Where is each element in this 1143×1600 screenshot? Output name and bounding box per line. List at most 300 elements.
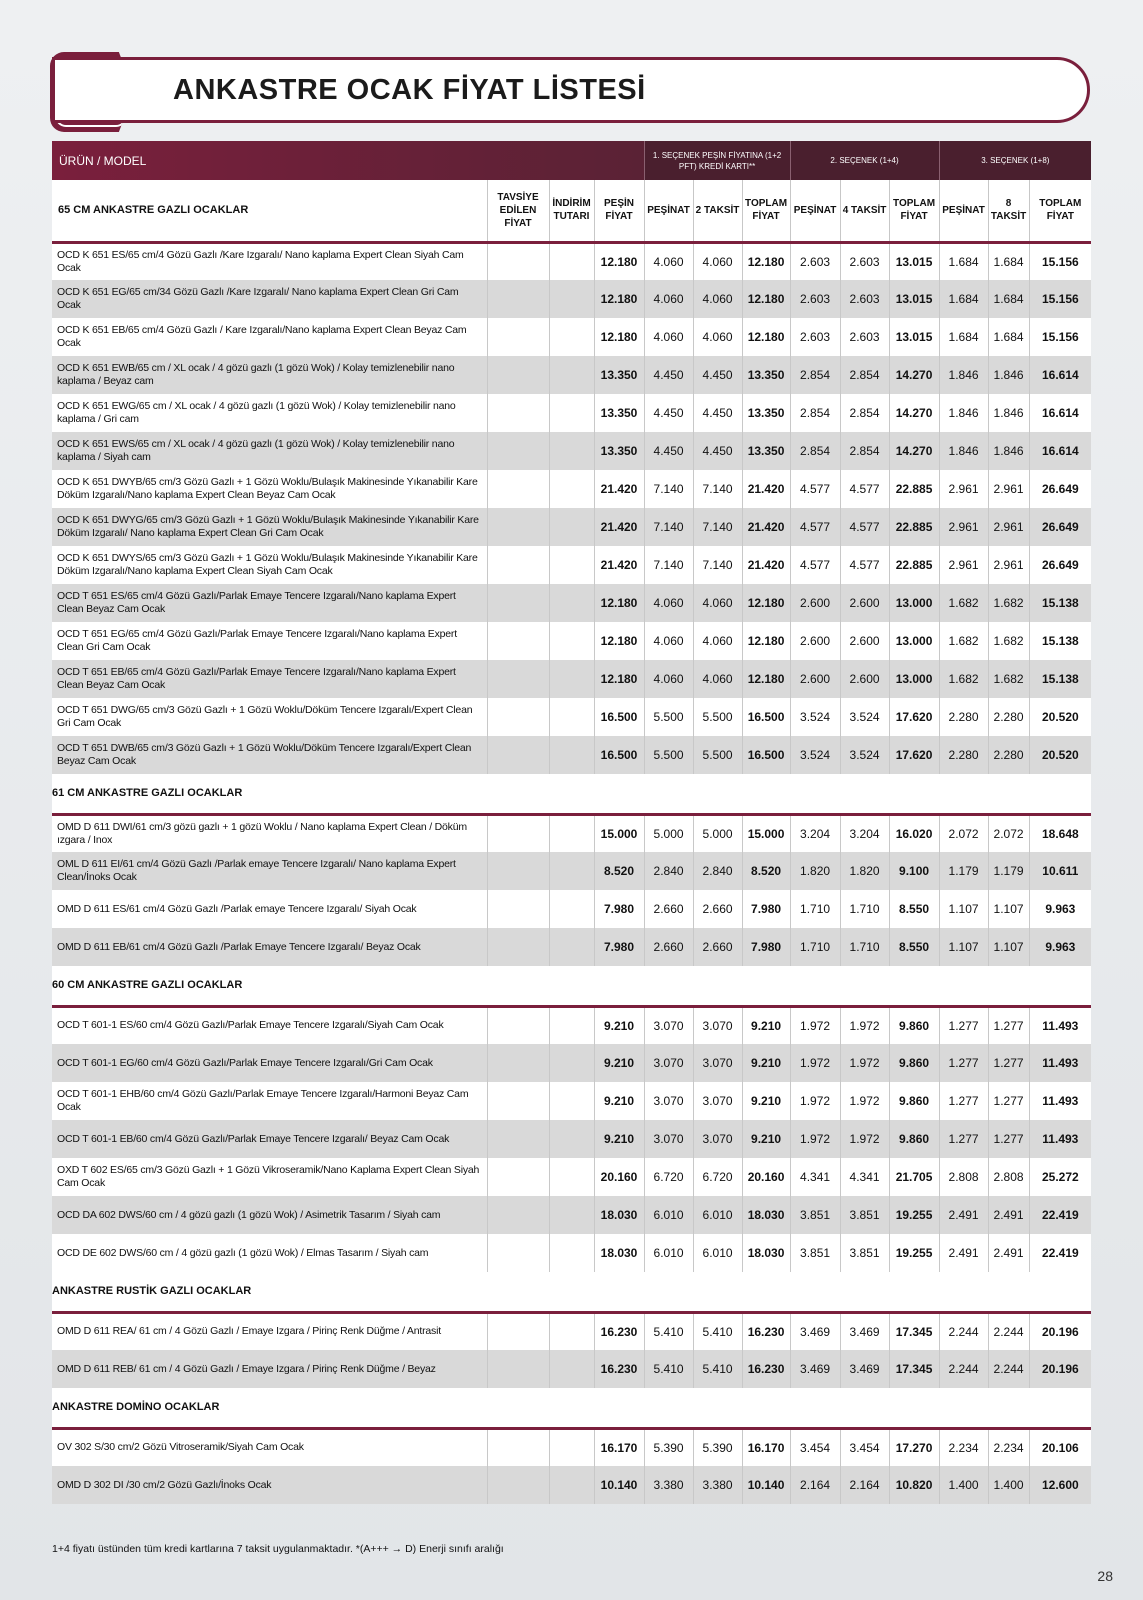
indirim-cell: [549, 546, 594, 584]
product-description: [52, 1466, 487, 1504]
price-cell: 10.140: [594, 1466, 644, 1504]
price-cell: 10.820: [889, 1466, 939, 1504]
price-cell: 20.106: [1029, 1428, 1091, 1466]
table-row: [52, 432, 1091, 470]
col-8-taksit: 8 TAKSİT: [988, 180, 1029, 242]
price-cell: 2.280: [939, 736, 988, 774]
price-cell: 20.160: [742, 1158, 790, 1196]
header-product-model: ÜRÜN / MODEL: [52, 141, 644, 180]
price-cell: 1.972: [790, 1006, 840, 1044]
indirim-cell: [549, 356, 594, 394]
product-details: /30 cm/2 Gözü Gazlı/İnoks Ocak: [123, 1478, 272, 1491]
price-cell: 3.070: [644, 1082, 693, 1120]
product-code: OCD DA 602 DWS: [57, 1208, 143, 1221]
price-cell: 18.030: [594, 1234, 644, 1272]
price-cell: 2.600: [790, 584, 840, 622]
col-indirim: İNDİRİM TUTARI: [549, 180, 594, 242]
title-bar: [52, 57, 1090, 123]
price-cell: 4.450: [693, 432, 742, 470]
price-cell: 2.961: [939, 470, 988, 508]
price-cell: 12.180: [594, 622, 644, 660]
price-cell: 2.808: [939, 1158, 988, 1196]
price-cell: 9.210: [594, 1006, 644, 1044]
indirim-cell: [549, 890, 594, 928]
price-cell: 17.620: [889, 698, 939, 736]
product-details: /65 cm/34 Gözü Gazlı /Kare Izgaralı/ Nano kaplama Expert Clean Gri Cam Ocak: [57, 286, 459, 311]
product-description: [52, 394, 487, 432]
tavsiye-cell: [487, 356, 549, 394]
price-cell: 20.520: [1029, 698, 1091, 736]
price-cell: 1.277: [988, 1082, 1029, 1120]
tavsiye-cell: [487, 660, 549, 698]
price-cell: 1.820: [790, 852, 840, 890]
price-cell: 3.380: [644, 1466, 693, 1504]
price-cell: 13.015: [889, 242, 939, 280]
price-cell: 16.020: [889, 814, 939, 852]
indirim-cell: [549, 1234, 594, 1272]
price-cell: 2.603: [840, 280, 889, 318]
product-details: /65 cm/3 Gözü Gazlı + 1 Gözü Woklu/Bulaşık Makinesinde Yıkanabilir Kare Döküm Izgaralı/ Nano kaplama Expert Clean Gri Cam Ocak: [57, 514, 479, 539]
price-cell: 1.682: [939, 584, 988, 622]
tavsiye-cell: [487, 470, 549, 508]
price-cell: 8.520: [742, 852, 790, 890]
product-code: OMD D 611 REA: [57, 1325, 134, 1338]
indirim-cell: [549, 1312, 594, 1350]
price-cell: 2.244: [939, 1350, 988, 1388]
price-cell: 15.156: [1029, 318, 1091, 356]
price-cell: 2.660: [693, 928, 742, 966]
col-toplam-1: TOPLAM FİYAT: [742, 180, 790, 242]
price-cell: 3.070: [644, 1006, 693, 1044]
price-cell: 1.682: [988, 622, 1029, 660]
tavsiye-cell: [487, 318, 549, 356]
product-description: [52, 470, 487, 508]
indirim-cell: [549, 280, 594, 318]
price-cell: 16.230: [742, 1350, 790, 1388]
price-cell: 3.454: [840, 1428, 889, 1466]
price-cell: 2.603: [840, 318, 889, 356]
table-row: [52, 1006, 1091, 1044]
col-pesinat-2: PEŞİNAT: [790, 180, 840, 242]
price-cell: 1.972: [790, 1044, 840, 1082]
price-cell: 1.682: [939, 622, 988, 660]
page-title: ANKASTRE OCAK FİYAT LİSTESİ: [173, 74, 646, 106]
product-details: /61 cm/4 Gözü Gazlı /Parlak Emaye Tencere Izgaralı/ Beyaz Ocak: [126, 940, 421, 953]
price-cell: 17.620: [889, 736, 939, 774]
product-description: [52, 660, 487, 698]
price-cell: 2.600: [840, 660, 889, 698]
price-cell: 2.234: [939, 1428, 988, 1466]
price-cell: 3.469: [790, 1350, 840, 1388]
indirim-cell: [549, 1044, 594, 1082]
price-cell: 7.980: [594, 890, 644, 928]
price-cell: 4.060: [693, 280, 742, 318]
price-cell: 22.885: [889, 508, 939, 546]
price-cell: 2.280: [988, 698, 1029, 736]
price-cell: 5.410: [693, 1312, 742, 1350]
product-code: OCD T 651 EG: [57, 628, 126, 640]
section-title: 60 CM ANKASTRE GAZLI OCAKLAR: [52, 966, 1091, 1006]
price-cell: 1.684: [988, 242, 1029, 280]
price-cell: 17.345: [889, 1312, 939, 1350]
column-header-row: [52, 180, 1091, 242]
price-cell: 1.277: [939, 1044, 988, 1082]
price-cell: 1.972: [840, 1120, 889, 1158]
product-description: [52, 356, 487, 394]
price-cell: 3.524: [790, 698, 840, 736]
indirim-cell: [549, 1158, 594, 1196]
price-cell: 2.660: [693, 890, 742, 928]
price-cell: 3.070: [693, 1006, 742, 1044]
price-cell: 21.420: [742, 470, 790, 508]
page-number: 28: [1097, 1568, 1113, 1584]
price-cell: 12.180: [742, 584, 790, 622]
price-cell: 1.846: [988, 394, 1029, 432]
col-toplam-3: TOPLAM FİYAT: [1029, 180, 1091, 242]
table-row: [52, 736, 1091, 774]
price-cell: 2.603: [790, 280, 840, 318]
indirim-cell: [549, 394, 594, 432]
price-cell: 16.230: [594, 1350, 644, 1388]
price-cell: 1.682: [988, 584, 1029, 622]
price-cell: 7.980: [742, 890, 790, 928]
product-description: [52, 1120, 487, 1158]
table-row: [52, 1044, 1091, 1082]
price-cell: 13.350: [742, 432, 790, 470]
product-details: /65 cm/3 Gözü Gazlı + 1 Gözü Woklu/Döküm Tencere Izgaralı/Expert Clean Gri Cam Ocak: [57, 704, 473, 729]
price-cell: 7.980: [742, 928, 790, 966]
price-cell: 26.649: [1029, 546, 1091, 584]
table-row: [52, 1312, 1091, 1350]
tavsiye-cell: [487, 1158, 549, 1196]
price-cell: 4.341: [840, 1158, 889, 1196]
table-row: [52, 242, 1091, 280]
header-option-1: 1. SEÇENEK PEŞİN FİYATINA (1+2 PFT) KREDİ KARTI**: [644, 141, 790, 180]
product-details: /65 cm/4 Gözü Gazlı/Parlak Emaye Tencere Izgaralı/Nano kaplama Expert Clean Beyaz Cam Ocak: [57, 666, 456, 691]
price-cell: 9.963: [1029, 890, 1091, 928]
price-cell: 13.015: [889, 318, 939, 356]
price-cell: 12.180: [742, 242, 790, 280]
table-row: [52, 1350, 1091, 1388]
price-cell: 13.350: [742, 356, 790, 394]
price-cell: 4.450: [693, 356, 742, 394]
price-cell: 4.060: [644, 280, 693, 318]
price-cell: 12.180: [594, 660, 644, 698]
product-description: [52, 622, 487, 660]
product-details: /65 cm/3 Gözü Gazlı + 1 Gözü Woklu/Bulaşık Makinesinde Yıkanabilir Kare Döküm Izgaralı/Nano kaplama Expert Clean Beyaz Cam Ocak: [57, 476, 478, 501]
table-row: [52, 280, 1091, 318]
price-cell: 2.603: [790, 318, 840, 356]
price-cell: 16.500: [742, 736, 790, 774]
tavsiye-cell: [487, 584, 549, 622]
product-code: OCD T 651 DWB: [57, 742, 135, 754]
product-code: OMD D 611 EB: [57, 940, 127, 953]
price-cell: 7.140: [693, 508, 742, 546]
price-cell: 4.450: [644, 432, 693, 470]
price-cell: 3.070: [693, 1044, 742, 1082]
price-cell: 2.244: [939, 1312, 988, 1350]
price-cell: 12.180: [594, 584, 644, 622]
price-cell: 22.419: [1029, 1234, 1091, 1272]
price-cell: 1.846: [939, 394, 988, 432]
table-row: [52, 1158, 1091, 1196]
price-cell: 4.060: [644, 622, 693, 660]
tavsiye-cell: [487, 1006, 549, 1044]
price-cell: 2.600: [790, 660, 840, 698]
product-code: OCD K 651 EG: [57, 286, 127, 298]
price-cell: 6.010: [644, 1196, 693, 1234]
price-cell: 7.140: [693, 546, 742, 584]
price-cell: 3.851: [790, 1196, 840, 1234]
price-cell: 15.156: [1029, 242, 1091, 280]
product-code: OCD K 651 DWYG: [57, 514, 144, 526]
indirim-cell: [549, 736, 594, 774]
price-cell: 4.450: [644, 356, 693, 394]
product-details: /60 cm/4 Gözü Gazlı/Parlak Emaye Tencere Izgaralı/Siyah Cam Ocak: [133, 1019, 444, 1032]
table-row: [52, 356, 1091, 394]
tavsiye-cell: [487, 242, 549, 280]
price-cell: 15.138: [1029, 660, 1091, 698]
price-cell: 2.234: [988, 1428, 1029, 1466]
price-cell: 12.180: [742, 318, 790, 356]
price-cell: 26.649: [1029, 470, 1091, 508]
price-cell: 5.000: [693, 814, 742, 852]
product-code: OXD T 602 ES: [57, 1164, 124, 1176]
price-cell: 9.210: [594, 1044, 644, 1082]
price-cell: 2.961: [988, 508, 1029, 546]
price-cell: 2.600: [840, 622, 889, 660]
price-cell: 14.270: [889, 394, 939, 432]
price-cell: 16.170: [594, 1428, 644, 1466]
tavsiye-cell: [487, 1196, 549, 1234]
product-description: [52, 1158, 487, 1196]
product-details: /65 cm / XL ocak / 4 gözü gazlı (1 gözü Wok) / Kolay temizlenebilir nano kaplama / Gri cam: [57, 400, 456, 425]
col-2-taksit: 2 TAKSİT: [693, 180, 742, 242]
product-description: [52, 1428, 487, 1466]
price-cell: 19.255: [889, 1196, 939, 1234]
price-cell: 21.420: [742, 546, 790, 584]
product-code: OCD K 651 ES: [57, 248, 126, 261]
price-cell: 1.684: [939, 242, 988, 280]
price-cell: 19.255: [889, 1234, 939, 1272]
price-cell: 3.524: [840, 698, 889, 736]
table-row: [52, 1120, 1091, 1158]
section-header-row: [52, 1388, 1091, 1428]
price-cell: 2.603: [840, 242, 889, 280]
section-title: ANKASTRE RUSTİK GAZLI OCAKLAR: [52, 1272, 1091, 1312]
col-pesin-fiyat: PEŞİN FİYAT: [594, 180, 644, 242]
footer-note: 1+4 fiyatı üstünden tüm kredi kartlarına 7 taksit uygulanmaktadır. *(A+++ → D) Enerji sınıfı aralığı: [52, 1543, 504, 1555]
price-cell: 3.469: [840, 1350, 889, 1388]
price-cell: 2.808: [988, 1158, 1029, 1196]
price-cell: 1.684: [939, 318, 988, 356]
table-row: [52, 1466, 1091, 1504]
price-cell: 4.577: [790, 546, 840, 584]
tavsiye-cell: [487, 890, 549, 928]
product-description: [52, 508, 487, 546]
price-cell: 3.204: [840, 814, 889, 852]
product-code: OCD K 651 DWYS: [57, 552, 143, 564]
price-cell: 2.600: [840, 584, 889, 622]
price-cell: 9.963: [1029, 928, 1091, 966]
price-cell: 1.972: [840, 1082, 889, 1120]
product-description: [52, 242, 487, 280]
indirim-cell: [549, 1082, 594, 1120]
product-code: OCD T 601-1 ES: [57, 1019, 134, 1032]
indirim-cell: [549, 508, 594, 546]
product-description: [52, 1082, 487, 1120]
price-cell: 1.277: [939, 1120, 988, 1158]
price-cell: 3.524: [840, 736, 889, 774]
product-code: OCD T 601-1 EB: [57, 1132, 134, 1145]
price-cell: 12.180: [594, 242, 644, 280]
price-cell: 4.060: [693, 660, 742, 698]
table-row: [52, 698, 1091, 736]
table-row: [52, 814, 1091, 852]
table-row: [52, 852, 1091, 890]
price-cell: 1.682: [939, 660, 988, 698]
product-details: /65 cm/4 Gözü Gazlı / Kare Izgaralı/Nano kaplama Expert Clean Beyaz Cam Ocak: [57, 324, 467, 349]
tavsiye-cell: [487, 1234, 549, 1272]
price-cell: 1.684: [988, 280, 1029, 318]
price-cell: 17.270: [889, 1428, 939, 1466]
price-cell: 1.820: [840, 852, 889, 890]
price-cell: 11.493: [1029, 1120, 1091, 1158]
table-row: [52, 508, 1091, 546]
tavsiye-cell: [487, 1044, 549, 1082]
price-cell: 5.410: [644, 1350, 693, 1388]
price-cell: 2.840: [693, 852, 742, 890]
price-cell: 2.854: [840, 356, 889, 394]
price-cell: 12.180: [742, 622, 790, 660]
price-cell: 6.010: [644, 1234, 693, 1272]
price-cell: 6.010: [693, 1196, 742, 1234]
price-table: [52, 141, 1091, 1504]
product-code: OCD T 601-1 EG: [57, 1056, 135, 1069]
price-cell: 16.614: [1029, 432, 1091, 470]
tavsiye-cell: [487, 1120, 549, 1158]
price-cell: 1.710: [790, 890, 840, 928]
indirim-cell: [549, 852, 594, 890]
price-cell: 2.961: [988, 470, 1029, 508]
table-row: [52, 928, 1091, 966]
price-cell: 7.140: [644, 508, 693, 546]
price-cell: 16.500: [742, 698, 790, 736]
price-cell: 1.684: [988, 318, 1029, 356]
price-cell: 1.107: [939, 890, 988, 928]
price-cell: 9.860: [889, 1120, 939, 1158]
table-row: [52, 1196, 1091, 1234]
price-cell: 22.419: [1029, 1196, 1091, 1234]
product-details: /61 cm/4 Gözü Gazlı /Parlak emaye Tencere Izgaralı/ Siyah Ocak: [126, 902, 417, 915]
price-cell: 7.140: [693, 470, 742, 508]
price-cell: 4.577: [790, 508, 840, 546]
price-cell: 5.500: [693, 698, 742, 736]
price-cell: 21.420: [742, 508, 790, 546]
price-cell: 16.230: [594, 1312, 644, 1350]
price-cell: 4.577: [840, 508, 889, 546]
price-cell: 13.350: [594, 356, 644, 394]
price-cell: 13.015: [889, 280, 939, 318]
indirim-cell: [549, 660, 594, 698]
price-cell: 21.705: [889, 1158, 939, 1196]
price-cell: 1.277: [939, 1082, 988, 1120]
indirim-cell: [549, 318, 594, 356]
indirim-cell: [549, 698, 594, 736]
price-cell: 2.854: [790, 394, 840, 432]
table-row: [52, 660, 1091, 698]
product-details: /65 cm/4 Gözü Gazlı /Kare Izgaralı/ Nano kaplama Expert Clean Siyah Cam Ocak: [57, 248, 464, 274]
price-cell: 2.961: [939, 546, 988, 584]
product-code: OCD T 601-1 EHB: [57, 1088, 141, 1100]
price-cell: 3.070: [644, 1044, 693, 1082]
price-cell: 15.156: [1029, 280, 1091, 318]
indirim-cell: [549, 242, 594, 280]
price-cell: 16.614: [1029, 356, 1091, 394]
price-cell: 1.400: [939, 1466, 988, 1504]
price-cell: 4.577: [840, 546, 889, 584]
tavsiye-cell: [487, 394, 549, 432]
product-details: /61 cm/4 Gözü Gazlı /Parlak emaye Tencere Izgaralı/ Nano kaplama Expert Clean/İnoks Ocak: [57, 858, 456, 883]
price-cell: 15.138: [1029, 584, 1091, 622]
price-cell: 3.469: [840, 1312, 889, 1350]
price-cell: 9.210: [742, 1120, 790, 1158]
table-row: [52, 622, 1091, 660]
price-cell: 3.204: [790, 814, 840, 852]
price-cell: 2.072: [988, 814, 1029, 852]
table-row: [52, 1234, 1091, 1272]
header-option-3: 3. SEÇENEK (1+8): [939, 141, 1091, 180]
price-cell: 4.060: [644, 584, 693, 622]
price-cell: 2.854: [790, 356, 840, 394]
indirim-cell: [549, 622, 594, 660]
product-description: [52, 736, 487, 774]
price-cell: 5.000: [644, 814, 693, 852]
price-cell: 7.980: [594, 928, 644, 966]
product-details: /61 cm/3 gözü gazlı + 1 gözü Woklu / Nano kaplama Expert Clean / Döküm ızgara / Inox: [57, 820, 467, 846]
price-cell: 10.611: [1029, 852, 1091, 890]
price-cell: 4.450: [644, 394, 693, 432]
tavsiye-cell: [487, 508, 549, 546]
price-cell: 3.070: [693, 1082, 742, 1120]
product-details: /65 cm/4 Gözü Gazlı/Parlak Emaye Tencere Izgaralı/Nano kaplama Expert Clean Beyaz Cam Ocak: [57, 590, 456, 615]
price-cell: 1.179: [988, 852, 1029, 890]
price-cell: 2.660: [644, 928, 693, 966]
price-cell: 9.210: [594, 1082, 644, 1120]
price-cell: 20.520: [1029, 736, 1091, 774]
product-details: /60 cm/4 Gözü Gazlı/Parlak Emaye Tencere Izgaralı/Harmoni Beyaz Cam Ocak: [57, 1088, 469, 1113]
price-cell: 4.577: [790, 470, 840, 508]
price-cell: 13.350: [594, 394, 644, 432]
price-cell: 22.885: [889, 470, 939, 508]
col-pesinat-1: PEŞİNAT: [644, 180, 693, 242]
product-details: /65 cm / XL ocak / 4 gözü gazlı (1 gözü Wok) / Kolay temizlenebilir nano kaplama / Beyaz cam: [57, 362, 455, 387]
indirim-cell: [549, 1428, 594, 1466]
price-cell: 17.345: [889, 1350, 939, 1388]
price-cell: 11.493: [1029, 1006, 1091, 1044]
indirim-cell: [549, 1120, 594, 1158]
price-cell: 1.682: [988, 660, 1029, 698]
tavsiye-cell: [487, 1466, 549, 1504]
product-description: [52, 1006, 487, 1044]
price-cell: 2.164: [840, 1466, 889, 1504]
product-description: [52, 852, 487, 890]
price-cell: 2.603: [790, 242, 840, 280]
price-cell: 1.277: [988, 1044, 1029, 1082]
price-cell: 6.720: [644, 1158, 693, 1196]
product-description: [52, 1312, 487, 1350]
price-cell: 12.180: [742, 660, 790, 698]
